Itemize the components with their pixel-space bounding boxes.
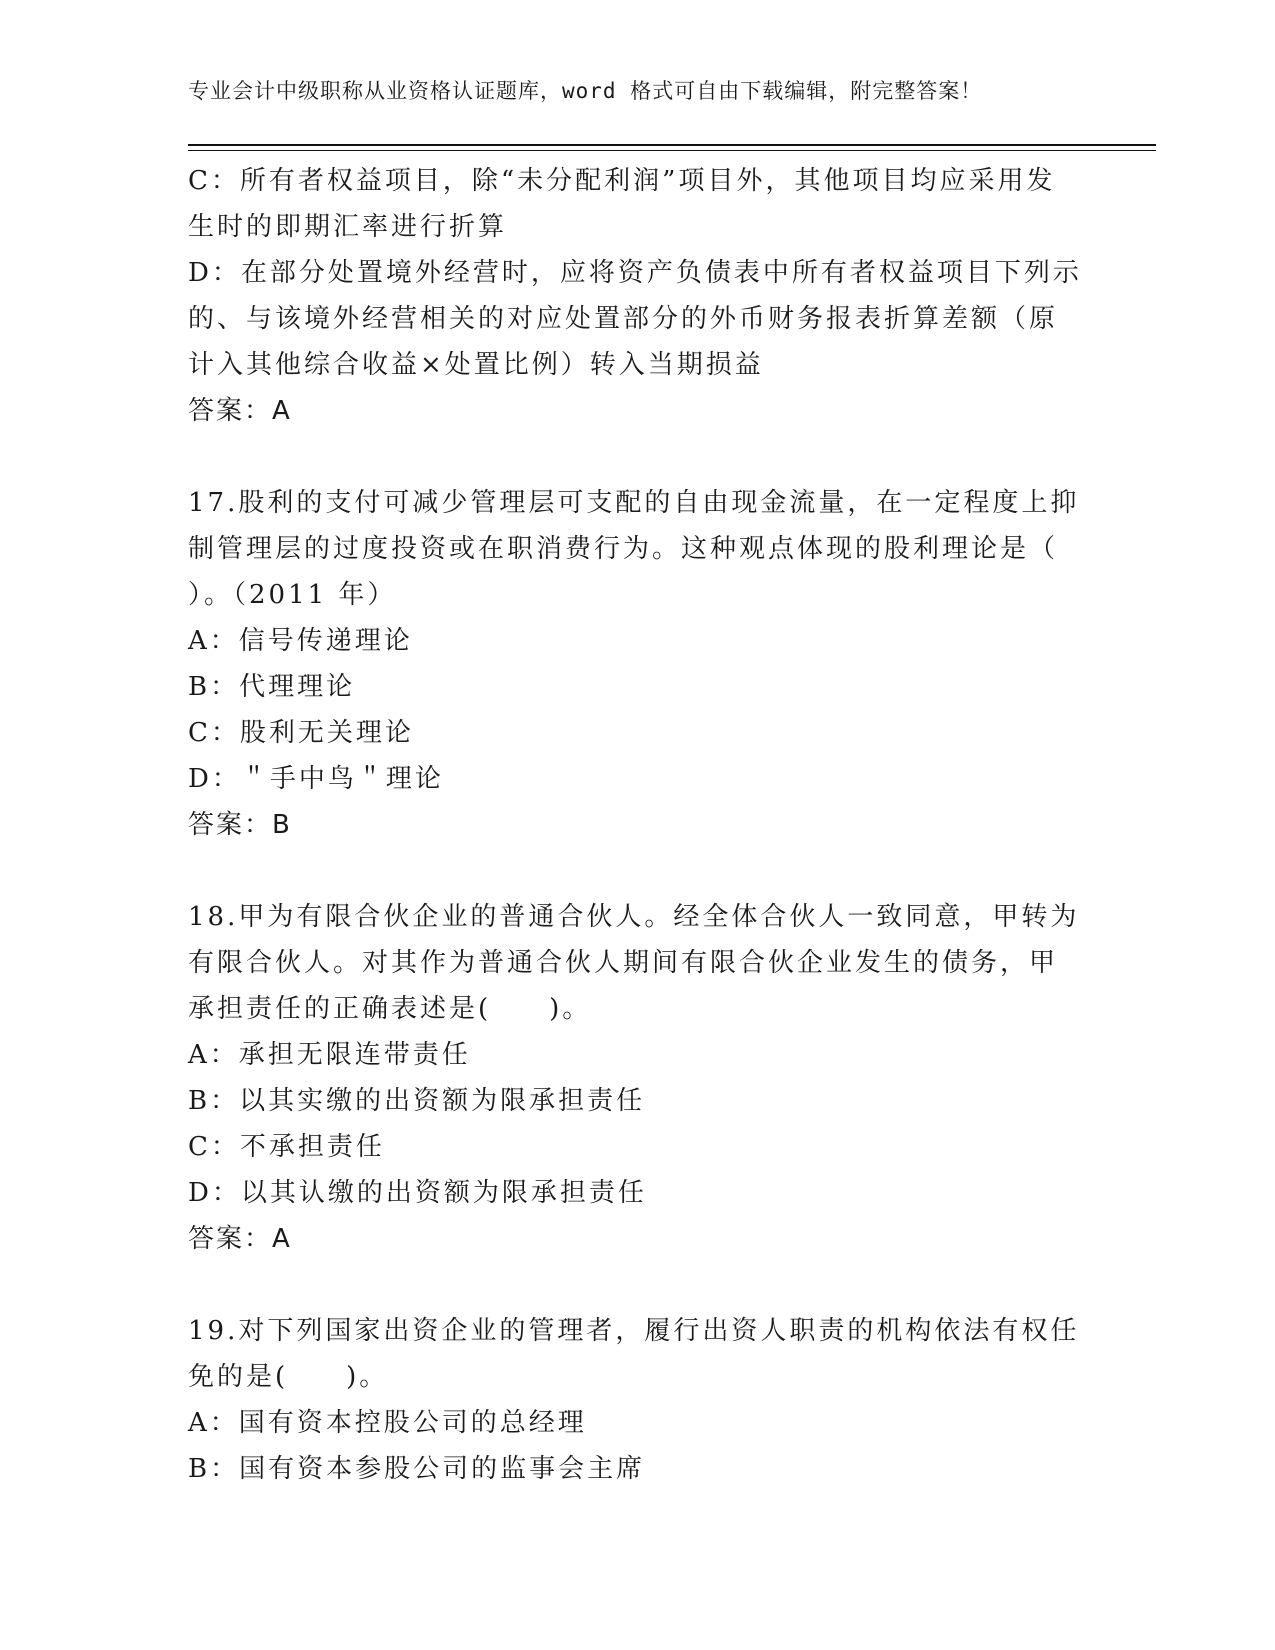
option-line: 的、与该境外经营相关的对应处置部分的外币财务报表折算差额（原 — [188, 304, 1059, 334]
option-c: C：股利无关理论 — [188, 718, 414, 748]
header-rule-thick — [188, 144, 1156, 146]
question-text-line: 17.股利的支付可减少管理层可支配的自由现金流量，在一定程度上抑 — [188, 488, 1080, 518]
option-a: A：国有资本控股公司的总经理 — [188, 1408, 587, 1438]
spacer — [188, 848, 1088, 894]
question-text-line: 19.对下列国家出资企业的管理者，履行出资人职责的机构依法有权任 — [188, 1316, 1080, 1346]
question-text-line: ）。（2011 年） — [188, 580, 397, 610]
question-19 — [188, 1308, 1088, 1492]
question-text-line: 承担责任的正确表述是( )。 — [188, 994, 592, 1024]
question-text-line: 免的是( )。 — [188, 1362, 389, 1392]
document-body — [188, 158, 1088, 1492]
option-line: 生时的即期汇率进行折算 — [188, 212, 508, 242]
question-text-line: 有限合伙人。对其作为普通合伙人期间有限合伙企业发生的债务，甲 — [188, 948, 1059, 978]
question-text-line: 18.甲为有限合伙企业的普通合伙人。经全体合伙人一致同意，甲转为 — [188, 902, 1080, 932]
question-18 — [188, 894, 1088, 1262]
answer-label: 答案：A — [188, 396, 292, 426]
option-line: 计入其他综合收益×处置比例）转入当期损益 — [188, 350, 764, 380]
question-16-continued — [188, 158, 1088, 434]
option-c: C：不承担责任 — [188, 1132, 385, 1162]
option-d: D：以其认缴的出资额为限承担责任 — [188, 1178, 647, 1208]
answer-label: 答案：A — [188, 1224, 292, 1254]
question-17 — [188, 480, 1088, 848]
option-line: D：在部分处置境外经营时，应将资产负债表中所有者权益项目下列示 — [188, 258, 1082, 288]
option-a: A：承担无限连带责任 — [188, 1040, 471, 1070]
option-d: D：＂手中鸟＂理论 — [188, 764, 444, 794]
option-b: B：国有资本参股公司的监事会主席 — [188, 1454, 646, 1484]
spacer — [188, 434, 1088, 480]
option-line: C：所有者权益项目，除“未分配利润”项目外，其他项目均应采用发 — [188, 166, 1056, 196]
option-a: A：信号传递理论 — [188, 626, 413, 656]
question-text-line: 制管理层的过度投资或在职消费行为。这种观点体现的股利理论是（ — [188, 534, 1059, 564]
spacer — [188, 1262, 1088, 1308]
page-header: 专业会计中级职称从业资格认证题库，word 格式可自由下载编辑，附完整答案！ — [188, 79, 983, 103]
answer-label: 答案：B — [188, 810, 292, 840]
header-rule-thin — [188, 150, 1156, 151]
option-b: B：以其实缴的出资额为限承担责任 — [188, 1086, 646, 1116]
option-b: B：代理理论 — [188, 672, 356, 702]
